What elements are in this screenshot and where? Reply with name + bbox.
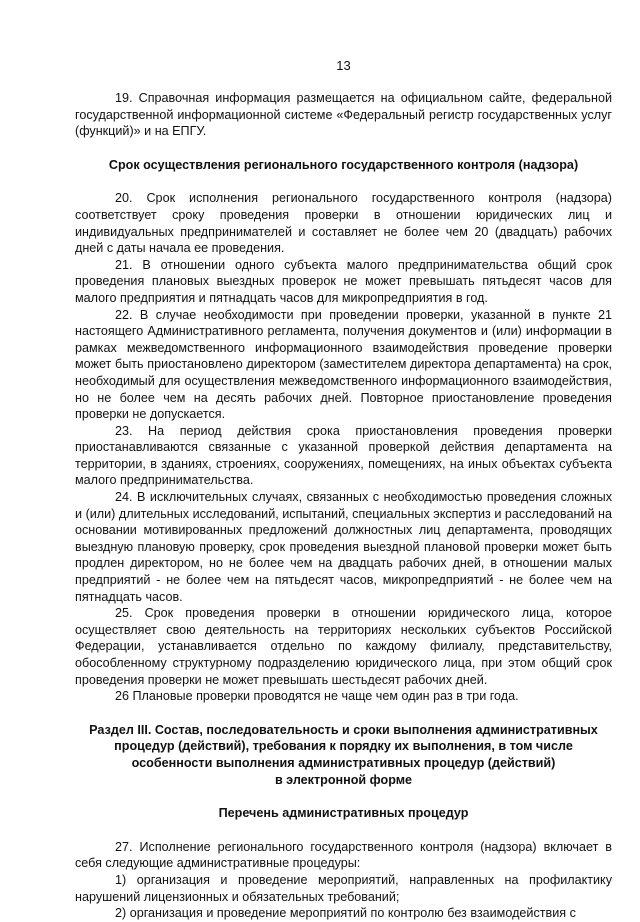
section-heading-line: особенности выполнения административных процедур (действий) [131, 755, 556, 770]
paragraph-23: 23. На период действия срока приостановления проведения проверки приостанавливаются связанные с указанной проверкой действия департамента на территории, в зданиях, строениях, сооружениях, помещениях, на иных объектах субъекта малого предпринимательства. [75, 423, 612, 488]
section-heading-line: Раздел III. Состав, последовательность и сроки выполнения административных [89, 722, 598, 737]
section-heading [75, 722, 612, 788]
section-heading-line: в электронной форме [274, 772, 413, 787]
page-number: 13 [336, 58, 351, 73]
paragraph-21: 21. В отношении одного субъекта малого предпринимательства общий срок проведения плановых выездных проверок не может превышать пятьдесят часов для малого предприятия и пятнадцать часов для микропредприятия в год. [75, 257, 612, 305]
paragraph-25: 25. Срок проведения проверки в отношении юридического лица, которое осуществляет свою деятельность на территориях нескольких субъектов Российской Федерации, устанавливается отдельно по каждому филиалу, представительству, обособленному структурному подразделению юридического лица, при этом общий срок проведения проверки не может превышать шестьдесят рабочих дней. [75, 606, 612, 687]
paragraph-24: 24. В исключительных случаях, связанных с необходимостью проведения сложных и (или) длительных исследований, испытаний, специальных экспертиз и расследований на основании мотивированных предложений должностных лиц департамента, проводящих выездную плановую проверку, срок проведения выездной плановой проверки может быть продлен директором, но не более чем на двадцать рабочих дней, в отношении малых предприятий - не более чем на пятьдесят часов, микропредприятий - не более чем на пятнадцать часов. [75, 490, 612, 604]
paragraph-26: 26 Плановые проверки проводятся не чаще чем один раз в три года. [115, 689, 519, 704]
list-item-1: 1) организация и проведение мероприятий, направленных на профилактику нарушений лицензионных и обязательных требований; [75, 872, 612, 904]
list-item-2: 2) организация и проведение мероприятий по контролю без взаимодействия с [115, 906, 576, 921]
paragraph-27: 27. Исполнение регионального государственного контроля (надзора) включает в себя следующие административные процедуры: [75, 839, 612, 871]
paragraph-22: 22. В случае необходимости при проведении проверки, указанной в пункте 21 настоящего Административного регламента, получения документов и (или) информации в рамках межведомственного информационного взаимодействия проведение проверки может быть приостановлено директором (заместителем директора департамента) на срок, необходимый для осуществления межведомственного информационного взаимодействия, но не более чем на десять рабочих дней. Повторное приостановление проведения проверки не допускается. [75, 307, 612, 422]
heading-procedures-list: Перечень административных процедур [218, 806, 469, 821]
heading-control-term: Срок осуществления регионального государственного контроля (надзора) [108, 157, 579, 172]
paragraph-20: 20. Срок исполнения регионального государственного контроля (надзора) соответствует сроку проведения проверки в отношении юридических лиц и индивидуальных предпринимателей и составляет не более чем 20 (двадцать) рабочих дней с даты начала ее проведения. [75, 191, 612, 256]
paragraph-19: 19. Справочная информация размещается на официальном сайте, федеральной государственной информационной системе «Федеральный регистр государственных услуг (функций)» и на ЕПГУ. [75, 91, 612, 139]
section-heading-line: процедур (действий), требования к порядку их выполнения, в том числе [114, 739, 573, 754]
